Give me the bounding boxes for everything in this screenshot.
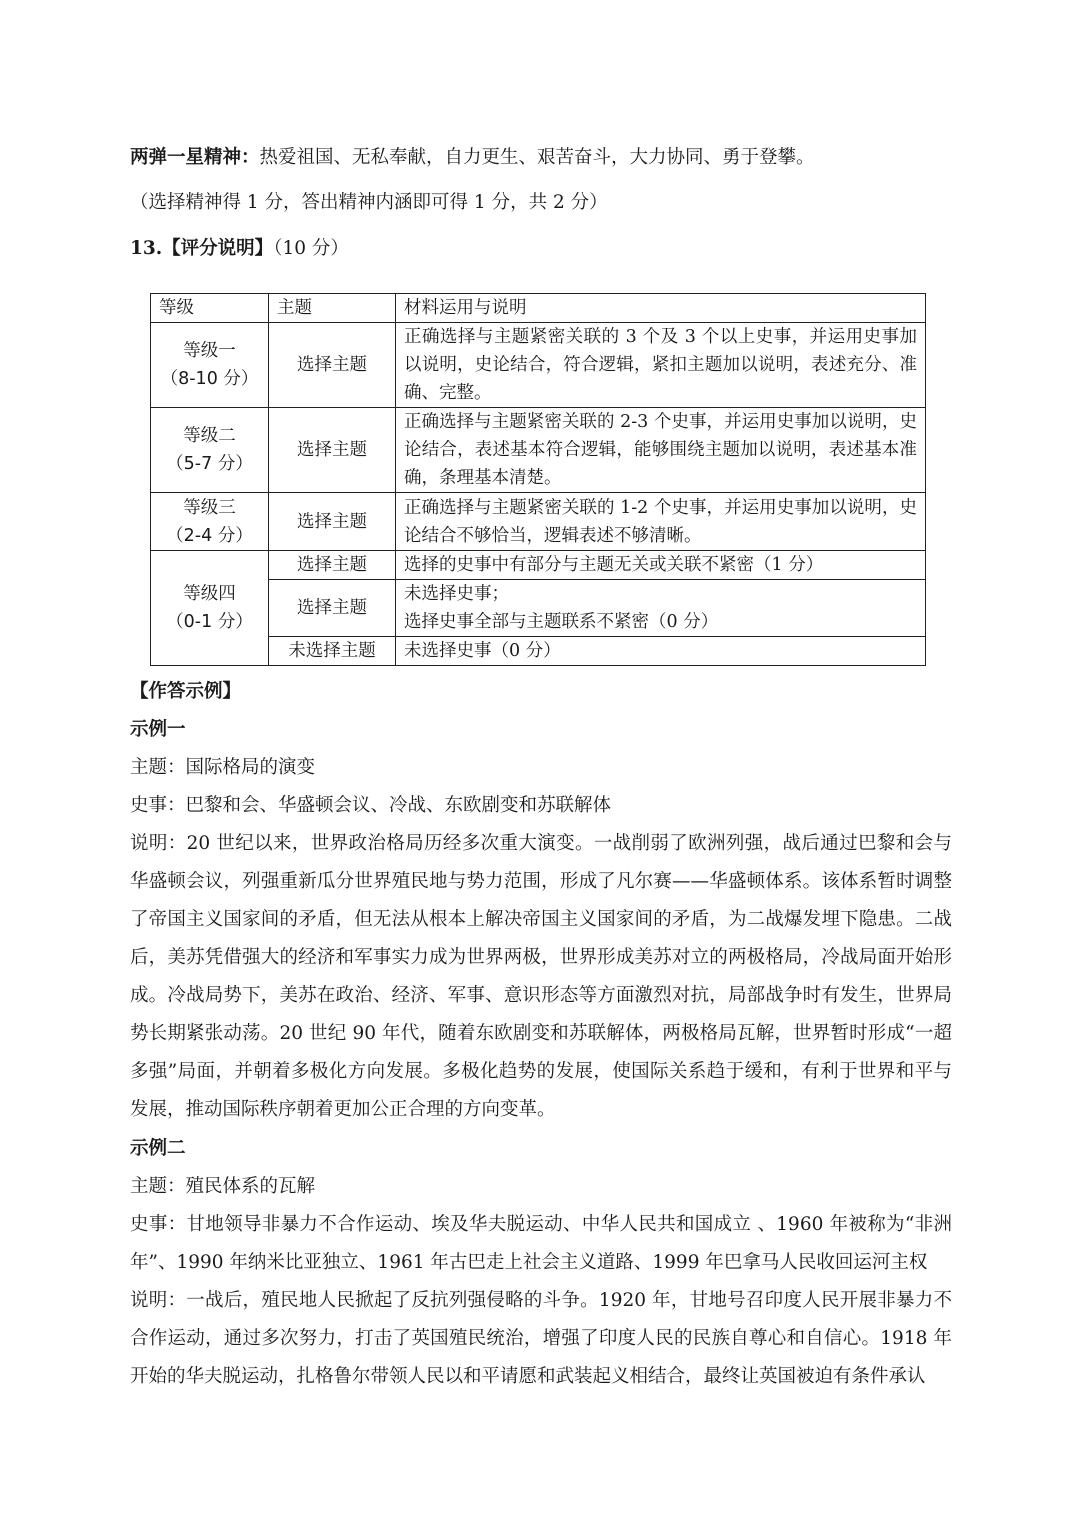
level4-desc-a: 选择的史事中有部分与主题无关或关联不紧密（1 分）: [396, 551, 926, 580]
level2-theme: 选择主题: [269, 408, 396, 493]
level4-name: 等级四: [183, 584, 236, 604]
level4-theme-b: 选择主题: [269, 580, 396, 637]
example1-events: 史事：巴黎和会、华盛顿会议、冷战、东欧剧变和苏联解体: [130, 795, 612, 816]
table-row-level2: [151, 408, 926, 493]
q13-heading-line: [130, 230, 960, 268]
example2-theme: 主题：殖民体系的瓦解: [130, 1176, 316, 1197]
table-row-level1: [151, 323, 926, 408]
level1-cell: [151, 323, 269, 408]
level4-cell: [151, 551, 269, 666]
level3-range: （2-4 分）: [166, 525, 253, 546]
spirit-label: 两弹一星精神：: [130, 147, 260, 168]
q13-heading: 13.【评分说明】: [130, 238, 274, 259]
example2-explanation: 说明：一战后，殖民地人民掀起了反抗列强侵略的斗争。1920 年，甘地号召印度人民开展非暴力不合作运动，通过多次努力，打击了英国殖民统治，增强了印度人民的民族自尊心和自信心。1918 年开始的华夫脱运动，扎格鲁尔带领人民以和平请愿和武装起义相结合，最终让英国被迫有条件承认: [130, 1290, 952, 1387]
table-row-level3: [151, 493, 926, 551]
level3-theme: 选择主题: [269, 493, 396, 551]
example2-events: 史事：甘地领导非暴力不合作运动、埃及华夫脱运动、中华人民共和国成立 、1960 年被称为“非洲年”、1990 年纳米比亚独立、1961 年古巴走上社会主义道路、1999 年巴拿马人民收回运河主权: [130, 1214, 952, 1273]
level1-range: （8-10 分）: [160, 369, 259, 389]
header-material: 材料运用与说明: [396, 294, 926, 323]
example1-theme: 主题：国际格局的演变: [130, 757, 316, 778]
level2-desc: 正确选择与主题紧密关联的 2-3 个史事，并运用史事加以说明，史论结合，表述基本符合逻辑，能够围绕主题加以说明，表述基本准确，条理基本清楚。: [396, 408, 926, 493]
level4-desc-b-line1: 未选择史事；: [404, 584, 509, 604]
spirit-line: [130, 139, 960, 177]
level3-cell: [151, 493, 269, 551]
example1-title: 示例一: [130, 719, 186, 740]
level3-desc: 正确选择与主题紧密关联的 1-2 个史事，并运用史事加以说明，史论结合不够恰当，逻辑表述不够清晰。: [396, 493, 926, 551]
level4-range: （0-1 分）: [166, 612, 253, 632]
examples-heading: 【作答示例】: [130, 681, 242, 702]
rubric-table: [150, 293, 926, 666]
table-row-level4-a: [151, 551, 926, 580]
q13-points: （10 分）: [273, 238, 349, 259]
level1-theme: 选择主题: [269, 323, 396, 408]
level1-name: 等级一: [183, 341, 236, 361]
level1-desc: 正确选择与主题紧密关联的 3 个及 3 个以上史事，并运用史事加以说明，史论结合，符合逻辑，紧扣主题加以说明，表述充分、准确、完整。: [396, 323, 926, 408]
level4-desc-b: [396, 580, 926, 637]
level4-theme-a: 选择主题: [269, 551, 396, 580]
level4-desc-c: 未选择史事（0 分）: [396, 637, 926, 666]
level4-desc-b-line2: 选择史事全部与主题联系不紧密（0 分）: [404, 612, 719, 632]
example1-explanation: 说明：20 世纪以来，世界政治格局历经多次重大演变。一战削弱了欧洲列强，战后通过巴黎和会与华盛顿会议，列强重新瓜分世界殖民地与势力范围，形成了凡尔赛——华盛顿体系。该体系暂时调整了帝国主义国家间的矛盾，但无法从根本上解决帝国主义国家间的矛盾，为二战爆发埋下隐患。二战后，美苏凭借强大的经济和军事实力成为世界两极，世界形成美苏对立的两极格局，冷战局面开始形成。冷战局势下，美苏在政治、经济、军事、意识形态等方面激烈对抗，局部战争时有发生，世界局势长期紧张动荡。20 世纪 90 年代，随着东欧剧变和苏联解体，两极格局瓦解，世界暂时形成“一超多强”局面，并朝着多极化方向发展。多极化趋势的发展，使国际关系趋于缓和，有利于世界和平与发展，推动国际秩序朝着更加公正合理的方向变革。: [130, 833, 952, 1120]
example2-title: 示例二: [130, 1138, 186, 1159]
level3-name: 等级三: [183, 497, 236, 518]
spirit-text: 热爱祖国、无私奉献，自力更生、艰苦奋斗，大力协同、勇于登攀。: [259, 147, 815, 168]
level2-name: 等级二: [183, 426, 236, 446]
level4-theme-c: 未选择主题: [269, 637, 396, 666]
level2-range: （5-7 分）: [166, 454, 253, 474]
header-level: 等级: [151, 294, 269, 323]
table-header-row: [151, 294, 926, 323]
header-theme: 主题: [269, 294, 396, 323]
score-note: （选择精神得 1 分，答出精神内涵即可得 1 分，共 2 分）: [130, 192, 608, 213]
level2-cell: [151, 408, 269, 493]
